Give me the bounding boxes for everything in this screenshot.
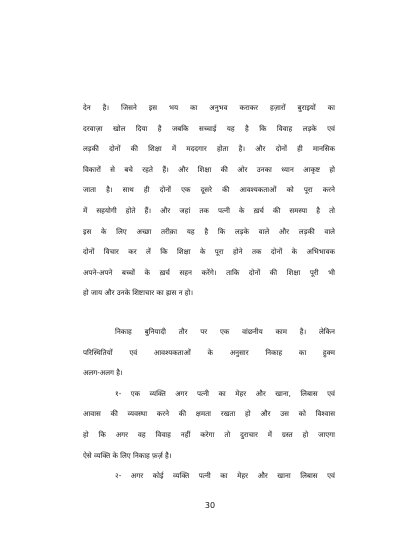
paragraph-2-line: अलग-अलग है। [83, 368, 123, 378]
paragraph-1-line: दोनों विचार कर लें कि शिक्षा के पूरा होने तक दोनों के अभिभावक [83, 247, 335, 257]
paragraph-1-line: इस के लिए अच्छा तरीक़ा यह है कि लड़के वाले और लड़की वाले [83, 226, 335, 236]
paragraph-1-line: दरवाज़ा खोल दिया है जबकि सच्चाई यह है कि विवाह लड़के एवं [83, 123, 335, 133]
list-item-2-line: २- अगर कोई व्यक्ति पत्नी का मेहर और खाना लिबास एवं [115, 471, 335, 481]
paragraph-1-line: में सहयोगी होते हैं। और जहां तक पत्नी के ख़र्च की समस्या है तो [83, 205, 335, 215]
paragraph-1-line: जाता है। साथ ही दोनों एक दूसरे की आवश्यकताओं को पूरा करने [83, 185, 335, 195]
paragraph-1-line: अपने-अपने बच्चों के ख़र्च सहन करेंगे। ताकि दोनों की शिक्षा पूरी भी [83, 267, 335, 277]
paragraph-1-line: विकारों से बचे रहते हैं। और शिक्षा की ओर उनका ध्यान आकृष्ट हो [83, 164, 335, 174]
list-item-1-line: १- एक व्यक्ति अगर पत्नी का मेहर और खाना, लिबास एवं [115, 388, 335, 398]
paragraph-1-line: देन है। जिसने इस भय का अनुभव कराकर हज़ारों बुराइयों का [83, 103, 335, 112]
paragraph-2-line: परिस्थितियों एवं आवश्यकताओं के अनुसार निकाह का हुक्म [83, 347, 335, 357]
paragraph-1-line: हो जाय और उनके शिष्टाचार का ह्रास न हो। [83, 288, 194, 298]
list-item-1-line: आवास की व्यवस्था करने की क्षमता रखता हो और उस को विश्वास [83, 409, 335, 419]
paragraph-2 [83, 322, 335, 487]
paragraph-1-line: लड़की दोनों की शिक्षा में मददगार होता है। और दोनों ही मानसिक [83, 144, 335, 154]
list-item-1-line: ऐसे व्यक्ति के लिए निकाह फ़र्ज़ है। [83, 450, 172, 460]
paragraph-1 [83, 98, 335, 304]
paragraph-2-line: निकाह बुनियादी तौर पर एक वांछनीय काम है। लेकिन [115, 327, 335, 336]
list-item-1-line: हो कि अगर वह विवाह नहीं करेगा तो दुराचार में ग्रस्त हो जाएगा [83, 429, 335, 439]
page-number: 30 [204, 501, 216, 510]
